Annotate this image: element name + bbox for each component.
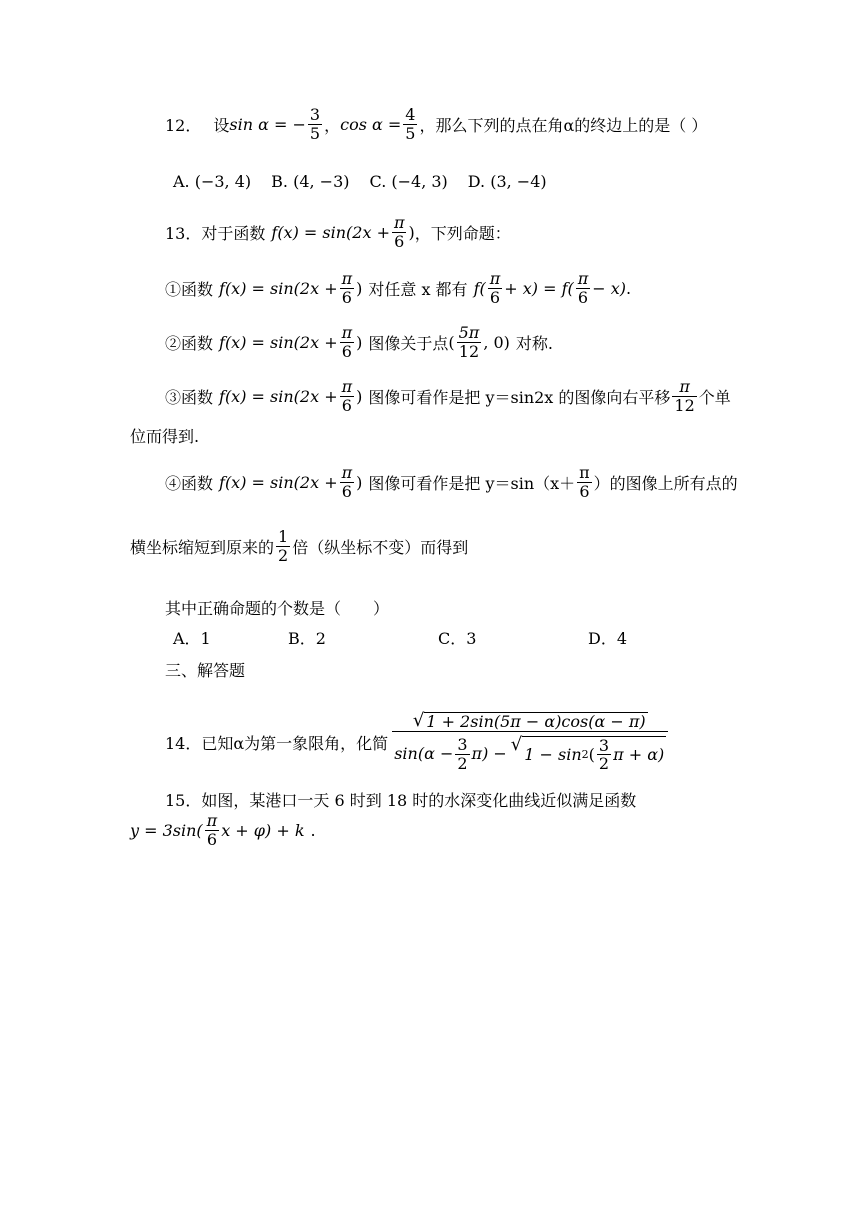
question-text: 设 — [213, 115, 230, 135]
fraction: $\frac{\pi}{6}$ — [393, 213, 405, 251]
math-expression: f( — [473, 278, 486, 298]
proposition-text: 个单 — [698, 387, 731, 407]
question-13-options — [173, 626, 627, 649]
fraction: $\frac{\pi}{6}$ — [341, 269, 353, 307]
proposition-text: 图像关于点 — [368, 333, 449, 353]
question-13 — [165, 214, 511, 250]
fraction: $\frac{1}{2}$ — [278, 527, 289, 565]
question-text: 对于函数 — [201, 223, 266, 243]
period: . — [626, 278, 632, 298]
question-12 — [165, 106, 707, 142]
separator: ， — [324, 115, 341, 135]
question-text: ，那么下列的点在角α的终边上的是（ ） — [419, 115, 708, 135]
question-14 — [165, 712, 670, 773]
question-text: 已知α为第一象限角，化简 — [201, 733, 389, 753]
math-expression: , 0) — [483, 332, 510, 352]
math-expression: + x) = f( — [504, 278, 574, 298]
proposition-lead: ④函数 — [165, 473, 214, 493]
option-a: A. (−3, 4) — [173, 172, 252, 191]
proposition-text: 横坐标缩短到原来的 — [130, 537, 275, 557]
option-b: B. (4, −3) — [271, 172, 350, 191]
paren: ) — [356, 332, 363, 352]
question-text: 如图，某港口一天 6 时到 18 时的水深变化曲线近似满足函数 — [201, 791, 637, 810]
fraction: $\frac{\pi}{6}$ — [341, 377, 353, 415]
option-d: D．4 — [588, 629, 628, 648]
paren: ) — [356, 278, 363, 298]
proposition-text: 图像可看作是把 y＝sin2x 的图像向右平移 — [368, 387, 671, 407]
math-expression: y = 3sin( — [130, 820, 203, 840]
proposition-lead: ①函数 — [165, 279, 214, 299]
proposition-lead: ②函数 — [165, 333, 214, 353]
math-expression: f(x) = sin(2x + — [219, 386, 338, 406]
fraction: $\frac{\pi}{12}$ — [674, 377, 695, 415]
question-number: 12． — [165, 115, 202, 135]
proposition-4 — [165, 464, 738, 500]
fraction: $\frac{4}{5}$ — [405, 105, 416, 143]
math-expression: f(x) = sin(2x + — [219, 332, 338, 352]
paren: ( — [448, 332, 455, 352]
option-a: A．1 — [173, 629, 211, 648]
math-expression: f(x) = sin(2x + — [219, 278, 338, 298]
denominator: sin(α − $\frac{3}{2}$ π) − √ 1 − sin 2 ( $\frac{3}{2}$ π + α) — [392, 731, 668, 773]
proposition-2 — [165, 324, 553, 360]
question-number: 14． — [165, 733, 202, 753]
fraction: $\frac{\pi}{6}$ — [341, 323, 353, 361]
proposition-text: 图像可看作是把 y＝sin（x＋ — [368, 473, 576, 493]
fraction: $\frac{\pi}{6}$ — [206, 811, 218, 849]
proposition-text: 对称. — [515, 333, 554, 353]
proposition-text: ）的图像上所有点的 — [593, 473, 738, 493]
math-expression: − x) — [592, 278, 627, 298]
proposition-4-continued — [130, 528, 468, 564]
option-c: C．3 — [438, 629, 477, 648]
fraction: $\frac{\pi}{6}$ — [579, 463, 590, 501]
paren: ) — [408, 222, 415, 242]
numerator: √ 1 + 2sin(5π − α)cos(α − π) — [412, 710, 646, 731]
math-expression: x + φ) + k — [221, 820, 305, 840]
fraction: $\frac{\pi}{6}$ — [577, 269, 589, 307]
question-13-ask — [165, 596, 389, 619]
option-d: D. (3, −4) — [467, 172, 547, 191]
proposition-text: 倍（纵坐标不变）而得到 — [292, 537, 469, 557]
section-title: 三、解答题 — [165, 661, 246, 680]
proposition-3 — [165, 378, 731, 414]
question-text: 其中正确命题的个数是（ ） — [165, 599, 390, 618]
paren: ) — [356, 386, 363, 406]
math-expression: f(x) = sin(2x + — [219, 472, 338, 492]
option-c: C. (−4, 3) — [369, 172, 448, 191]
proposition-1 — [165, 270, 631, 306]
option-b: B．2 — [288, 629, 326, 648]
math-expression: f(x) = sin(2x + — [271, 222, 390, 242]
fraction-big — [392, 712, 668, 773]
question-number: 13． — [165, 223, 202, 243]
question-number: 15． — [165, 791, 202, 810]
question-15 — [165, 788, 636, 811]
period: . — [310, 820, 316, 840]
paren: ) — [356, 472, 363, 492]
math-expression: cos α = — [340, 114, 402, 134]
fraction: $\frac{5\pi}{12}$ — [458, 323, 480, 361]
proposition-lead: ③函数 — [165, 387, 214, 407]
section-heading — [165, 658, 245, 681]
fraction: $\frac{\pi}{6}$ — [489, 269, 501, 307]
question-12-options — [173, 172, 547, 191]
proposition-text: 对任意 x 都有 — [368, 279, 468, 299]
proposition-text: 位而得到. — [130, 427, 200, 446]
proposition-3-continued — [130, 424, 199, 447]
math-expression: sin α = − — [229, 114, 306, 134]
question-text: ，下列命题： — [414, 223, 511, 243]
question-15-formula — [130, 812, 316, 848]
fraction: $\frac{\pi}{6}$ — [341, 463, 353, 501]
fraction: $\frac{3}{5}$ — [309, 105, 321, 143]
